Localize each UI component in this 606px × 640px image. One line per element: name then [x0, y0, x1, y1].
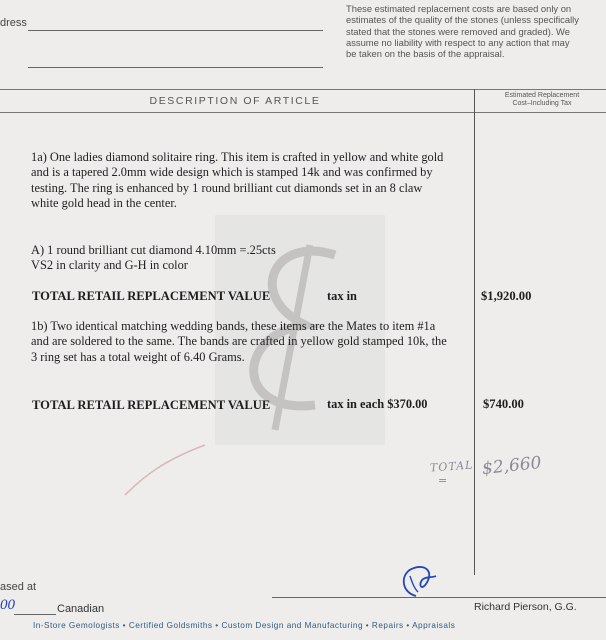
based-at-label: ased at [0, 581, 37, 593]
estimate-header [478, 92, 606, 108]
currency-line [14, 614, 56, 615]
services-footer: In-Store Gemologists • Certified Goldsmiths • Custom Design and Manufacturing • Repairs • Appraisals [33, 621, 456, 630]
appraiser-name: Richard Pierson, G.G. [474, 601, 577, 613]
handwritten-total-label: TOTAL [429, 458, 474, 475]
description-header: DESCRIPTION OF ARTICLE [149, 95, 321, 107]
estimate-header-line2: Cost–Including Tax [512, 100, 572, 107]
item-1a-description: 1a) One ladies diamond solitaire ring. This item is crafted in yellow and white gold and is a tapered 2.0mm wide design which is stamped 14k and was confirmed by testing. The ring is enhanced by 1 round brilliant cut diamonds set in an 8 claw white gold head in the center. [31, 150, 444, 210]
handwritten-equals: = [438, 474, 448, 487]
item-1a-amount: $1,920.00 [481, 289, 532, 303]
currency-label: Canadian [57, 603, 105, 615]
item-1b-tax-note: tax in each $370.00 [327, 397, 428, 411]
item-1b-description: 1b) Two identical matching wedding bands, these items are the Mates to item #1a and are soldered to the same. The bands are crafted in yellow gold stamped 10k, the 3 ring set has a total weight of 6.40 Grams. [31, 319, 447, 364]
item-1b-total-label: TOTAL RETAIL REPLACEMENT VALUE [32, 398, 271, 412]
signature-icon [396, 562, 440, 602]
stone-detail-line-1: A) 1 round brilliant cut diamond 4.10mm =.25cts [31, 243, 276, 257]
pencil-mark-icon [120, 440, 210, 500]
stone-detail-line-2: VS2 in clarity and G-H in color [31, 258, 188, 273]
signature-line [272, 597, 606, 598]
address-line-2 [28, 67, 323, 68]
item-1a-stone-detail [31, 243, 451, 274]
table-header-rule [0, 112, 606, 113]
currency-prefix: 00 [0, 597, 15, 613]
disclaimer-text: These estimated replacement costs are based only on estimates of the quality of the stones (unless specifically stated that the stones were removed and graded). We assume no liability with respect to any action that may be taken on the basis of the appraisal. [346, 3, 579, 60]
item-1b-amount: $740.00 [483, 397, 524, 411]
column-divider [474, 89, 475, 575]
item-1a-total-label: TOTAL RETAIL REPLACEMENT VALUE [32, 289, 271, 303]
handwritten-total-amount: $2,660 [481, 452, 543, 480]
table-top-rule [0, 89, 606, 90]
address-line-1 [28, 30, 323, 31]
estimate-header-line1: Estimated Replacement [504, 92, 580, 99]
address-label: dress [0, 17, 27, 29]
item-1a-tax-note: tax in [327, 289, 357, 303]
